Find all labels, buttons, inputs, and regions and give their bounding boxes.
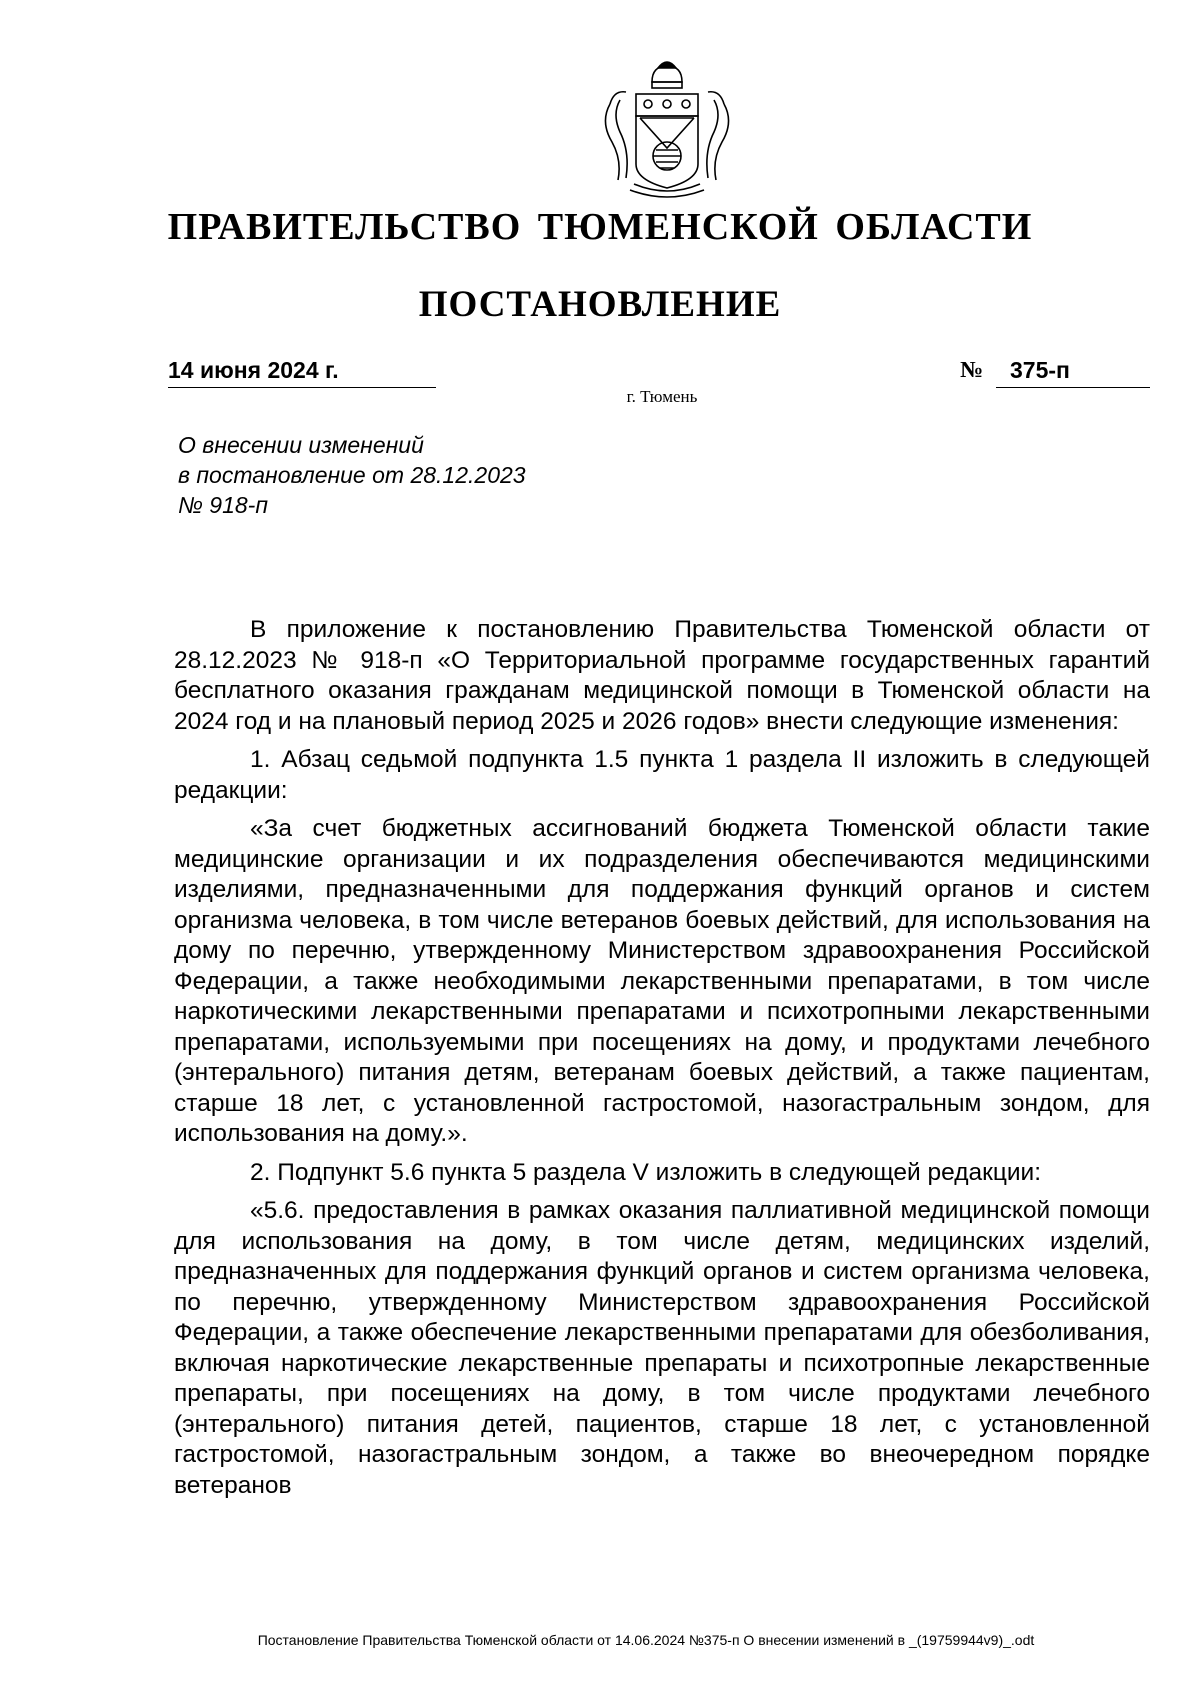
subject-line-2: в постановление от 28.12.2023	[178, 462, 526, 488]
document-type-title: ПОСТАНОВЛЕНИЕ	[418, 284, 782, 325]
subject-line-3: № 918-п	[178, 492, 268, 518]
number-sign: №	[960, 357, 984, 382]
document-body	[174, 615, 1150, 1509]
document-number-field	[960, 357, 1150, 387]
document-number: 375-п	[1010, 357, 1070, 383]
document-subject	[178, 430, 526, 520]
coat-of-arms-emblem	[590, 52, 744, 206]
document-date: 14 июня 2024 г.	[168, 357, 339, 383]
organization-title: ПРАВИТЕЛЬСТВО ТЮМЕНСКОЙ ОБЛАСТИ	[167, 206, 1033, 248]
city-label: г. Тюмень	[626, 387, 698, 406]
page-footer: Постановление Правительства Тюменской области от 14.06.2024 №375-п О внесении изменений в _(19759944v9)_.odt	[257, 1632, 1035, 1648]
body-paragraph-2: 1. Абзац седьмой подпункта 1.5 пункта 1 раздела II изложить в следующей редакции:	[174, 746, 1150, 804]
document-number-line	[996, 357, 1150, 388]
subject-line-1: О внесении изменений	[178, 432, 424, 458]
document-date-field	[168, 357, 436, 388]
body-paragraph-3: «За счет бюджетных ассигнований бюджета Тюменской области такие медицинские организации и их подразделения обеспечиваются медицинскими изделиями, предназначенными для поддержания функций органов и систем организма человека, в том числе ветеранов боевых действий, для использования на дому по перечню, утвержденному Министерством здравоохранения Российской Федерации, а также необходимыми лекарственными препаратами, в том числе наркотическими лекарственными препаратами и психотропными лекарственными препаратами, используемыми при посещениях на дому, и продуктами лечебного (энтерального) питания детям, ветеранам боевых действий, а также пациентам, старше 18 лет, с установленной гастростомой, назогастральным зондом, для использования на дому.».	[174, 815, 1150, 1147]
body-paragraph-5: «5.6. предоставления в рамках оказания паллиативной медицинской помощи для использования на дому, в том числе детям, медицинских изделий, предназначенных для поддержания функций органов и систем организма человека, по перечню, утвержденному Министерством здравоохранения Российской Федерации, а также обеспечение лекарственными препаратами для обезболивания, включая наркотические лекарственные препараты и психотропные лекарственные препараты, при посещениях на дому, в том числе продуктами лечебного (энтерального) питания детей, пациентов, старше 18 лет, с установленной гастростомой, назогастральным зондом, а также во внеочередном порядке ветеранов	[174, 1197, 1150, 1499]
body-paragraph-1: В приложение к постановлению Правительства Тюменской области от 28.12.2023 № 918-п «О Территориальной программе государственных гарантий бесплатного оказания гражданам медицинской помощи в Тюменской области на 2024 год и на плановый период 2025 и 2026 годов» внести следующие изменения:	[174, 616, 1150, 735]
body-paragraph-4: 2. Подпункт 5.6 пункта 5 раздела V изложить в следующей редакции:	[250, 1158, 1042, 1186]
